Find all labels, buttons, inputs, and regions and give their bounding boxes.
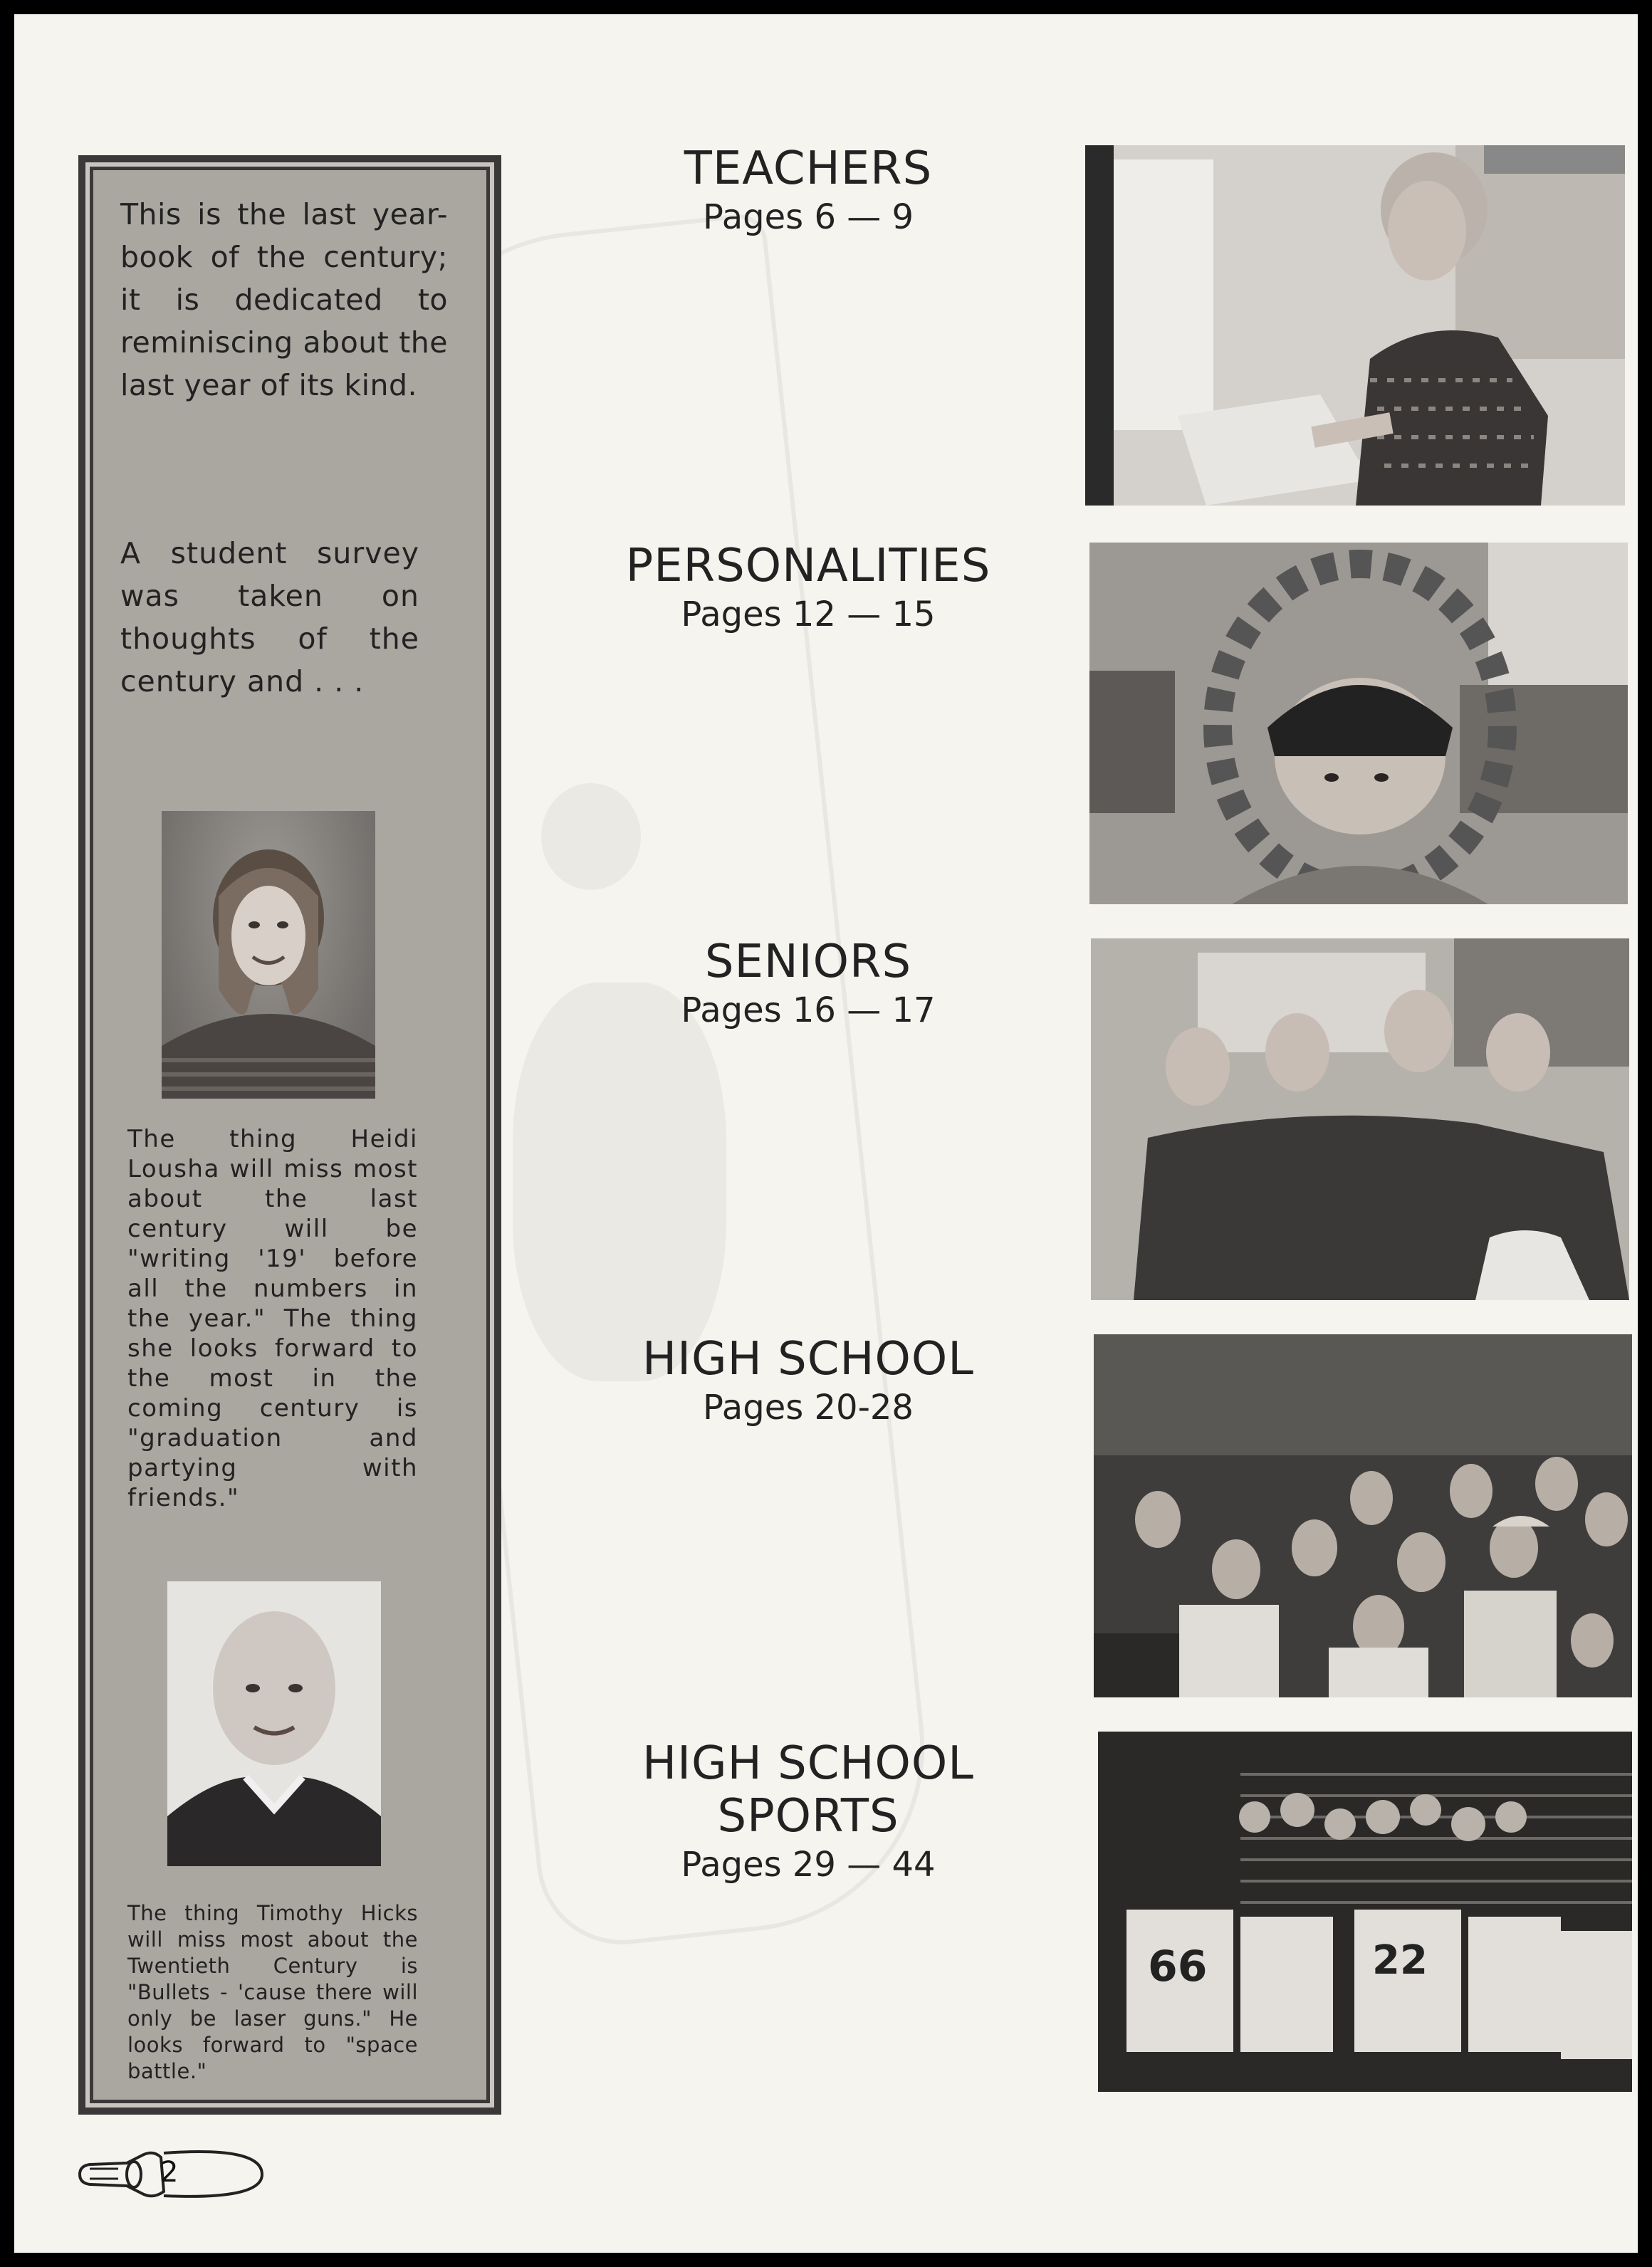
photo-high-school bbox=[1094, 1334, 1632, 1697]
section-pages: Pages 6 — 9 bbox=[702, 197, 914, 237]
sidebar-frame bbox=[78, 155, 501, 2115]
section-title: TEACHERS bbox=[684, 142, 933, 195]
photo-teachers bbox=[1085, 145, 1625, 506]
section-personalities bbox=[577, 540, 1040, 637]
photo-high-school-art bbox=[1094, 1334, 1632, 1697]
jersey-number-22: 22 bbox=[1372, 1937, 1428, 1984]
photo-high-school-sports-art bbox=[1098, 1732, 1632, 2092]
section-title: SENIORS bbox=[704, 936, 912, 988]
photo-seniors-art bbox=[1091, 938, 1629, 1300]
page-number: 2 bbox=[160, 2156, 179, 2189]
portrait-timothy-art bbox=[167, 1581, 381, 1866]
bleed-through-blob bbox=[541, 783, 641, 890]
section-high-school-sports bbox=[577, 1737, 1040, 1887]
survey-text: A student survey was taken on thoughts of the century and . . . bbox=[120, 536, 419, 698]
sidebar-panel bbox=[90, 167, 490, 2103]
portrait-timothy bbox=[167, 1581, 381, 1866]
section-title-line1: HIGH SCHOOL bbox=[642, 1737, 974, 1790]
section-teachers bbox=[577, 142, 1040, 239]
photo-seniors bbox=[1091, 938, 1629, 1300]
photo-high-school-sports bbox=[1098, 1732, 1632, 2092]
photo-personalities bbox=[1089, 543, 1628, 904]
section-pages: Pages 16 — 17 bbox=[681, 990, 936, 1030]
bleed-through-blob bbox=[513, 983, 726, 1381]
intro-text: This is the last year-book of the century; it is dedicated to reminiscing about the last year of its kind. bbox=[120, 197, 448, 402]
photo-teachers-art bbox=[1085, 145, 1625, 506]
portrait-heidi bbox=[162, 811, 375, 1099]
section-pages: Pages 20-28 bbox=[703, 1388, 914, 1428]
yearbook-page bbox=[14, 14, 1638, 2253]
section-title: PERSONALITIES bbox=[625, 540, 991, 592]
portrait-heidi-art bbox=[162, 811, 375, 1099]
section-seniors bbox=[577, 936, 1040, 1032]
section-pages: Pages 29 — 44 bbox=[681, 1845, 936, 1885]
quote-heidi: The thing Heidi Lousha will miss most about the last century will be "writing '19' before all the numbers in the year." The thing she looks forward to the most in the coming century is "graduation and partying with friends." bbox=[127, 1125, 418, 1512]
section-high-school bbox=[577, 1333, 1040, 1430]
photo-personalities-art bbox=[1089, 543, 1628, 904]
section-title-line2: SPORTS bbox=[717, 1790, 899, 1843]
section-pages: Pages 12 — 15 bbox=[681, 595, 936, 634]
section-title: HIGH SCHOOL bbox=[642, 1333, 974, 1386]
jersey-number-66: 66 bbox=[1148, 1942, 1208, 1991]
quote-timothy: The thing Timothy Hicks will miss most about the Twentieth Century is "Bullets - 'cause there will only be laser guns." He looks forward to "space battle." bbox=[127, 1901, 418, 2083]
sidebar-border bbox=[85, 162, 494, 2108]
